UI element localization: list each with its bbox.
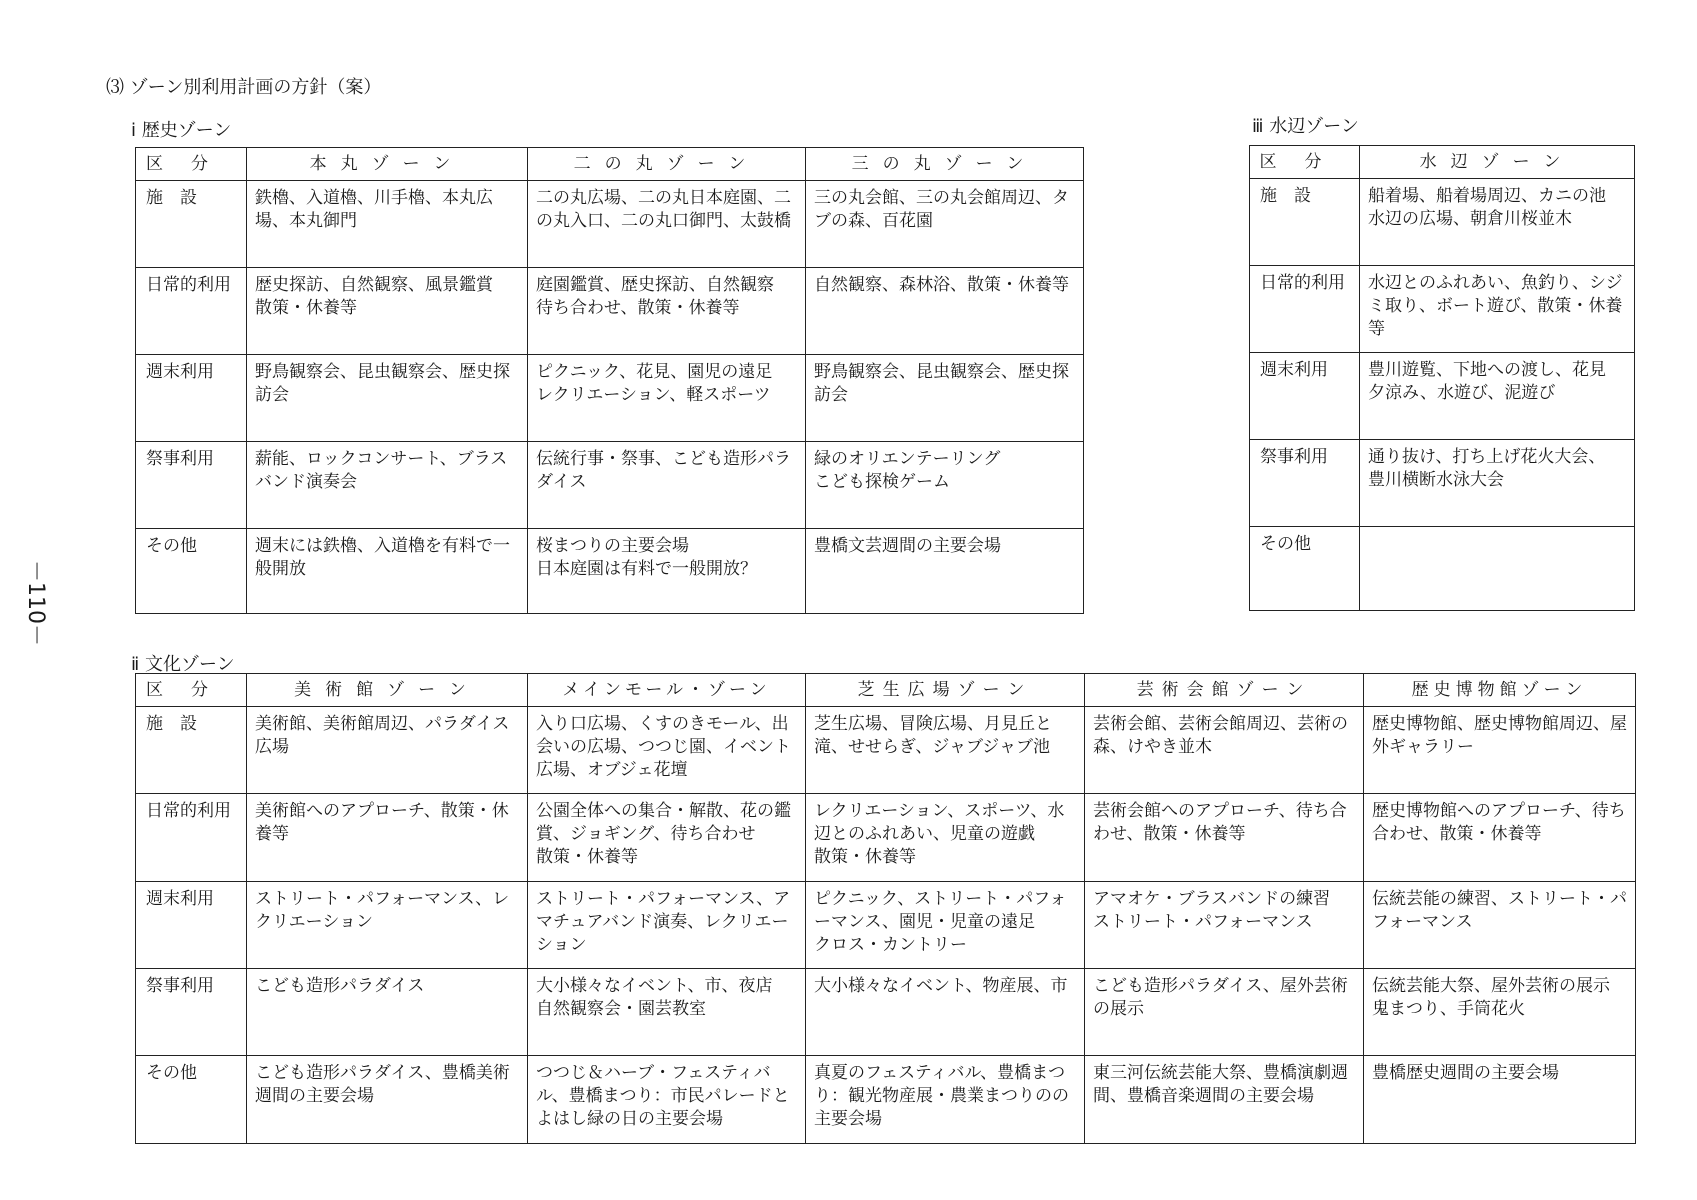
row-label: 日常的利用: [136, 268, 247, 355]
table-cell: 芸術会館、芸術会館周辺、芸術の森、けやき並木: [1085, 707, 1364, 794]
row-label: 日常的利用: [136, 794, 247, 882]
page-number: －110－: [23, 560, 48, 646]
table-cell: 船着場、船着場周辺、カニの池 水辺の広場、朝倉川桜並木: [1360, 179, 1635, 266]
table-cell: 芝生広場、冒険広場、月見丘と滝、せせらぎ、ジャブジャブ池: [806, 707, 1085, 794]
table-cell: ピクニック、ストリート・パフォーマンス、園児・児童の遠足 クロス・カントリー: [806, 882, 1085, 969]
table-cell: レクリエーション、スポーツ、水辺とのふれあい、児童の遊戯 散策・休養等: [806, 794, 1085, 882]
column-header: 区分: [1250, 146, 1360, 179]
table-header-row: [1250, 146, 1635, 179]
table-cell: 野鳥観察会、昆虫観察会、歴史探訪会: [806, 355, 1084, 442]
table-row: [136, 882, 1636, 969]
table-cell: 通り抜け、打ち上げ花火大会、 豊川横断水泳大会: [1360, 440, 1635, 527]
table-cell: 芸術会館へのアプローチ、待ち合わせ、散策・休養等: [1085, 794, 1364, 882]
column-header: 水辺ゾーン: [1360, 146, 1635, 179]
table-row: [136, 529, 1084, 614]
column-header: 二の丸ゾーン: [528, 148, 806, 181]
history-zone-heading: ⅰ 歴史ゾーン: [131, 120, 232, 141]
table-cell: 緑のオリエンテーリング こども探検ゲーム: [806, 442, 1084, 529]
table-cell: 桜まつりの主要会場 日本庭園は有料で一般開放？: [528, 529, 806, 614]
table-row: [1250, 353, 1635, 440]
row-label: 週末利用: [136, 355, 247, 442]
table-cell: 真夏のフェスティバル、豊橋まつり：観光物産展・農業まつりのの主要会場: [806, 1056, 1085, 1144]
column-header: 本丸ゾーン: [247, 148, 528, 181]
table-cell: 自然観察、森林浴、散策・休養等: [806, 268, 1084, 355]
row-label: その他: [136, 1056, 247, 1144]
row-label: 週末利用: [1250, 353, 1360, 440]
column-header: メインモール・ゾーン: [528, 674, 806, 707]
row-label: 祭事利用: [136, 969, 247, 1056]
table-cell: 豊橋歴史週間の主要会場: [1364, 1056, 1636, 1144]
table-cell: こども造形パラダイス、豊橋美術週間の主要会場: [247, 1056, 528, 1144]
table-cell: こども造形パラダイス、屋外芸術の展示: [1085, 969, 1364, 1056]
table-cell: ストリート・パフォーマンス、アマチュアバンド演奏、レクリエーション: [528, 882, 806, 969]
table-cell: 薪能、ロックコンサート、ブラスバンド演奏会: [247, 442, 528, 529]
table-row: [136, 969, 1636, 1056]
table-cell: 美術館へのアプローチ、散策・休養等: [247, 794, 528, 882]
table-cell: 美術館、美術館周辺、パラダイス広場: [247, 707, 528, 794]
table-cell: 大小様々なイベント、物産展、市: [806, 969, 1085, 1056]
table-cell: 三の丸会館、三の丸会館周辺、タブの森、百花園: [806, 181, 1084, 268]
table-cell: 大小様々なイベント、市、夜店 自然観察会・園芸教室: [528, 969, 806, 1056]
table-cell: 伝統芸能大祭、屋外芸術の展示 鬼まつり、手筒花火: [1364, 969, 1636, 1056]
table-cell: 週末には鉄櫓、入道櫓を有料で一般開放: [247, 529, 528, 614]
table-cell: 入り口広場、くすのきモール、出会いの広場、つつじ園、イベント広場、オブジェ花壇: [528, 707, 806, 794]
table-cell: 歴史博物館へのアプローチ、待ち合わせ、散策・休養等: [1364, 794, 1636, 882]
table-row: [136, 794, 1636, 882]
table-cell: ストリート・パフォーマンス、レクリエーション: [247, 882, 528, 969]
table-row: [136, 707, 1636, 794]
table-cell: 庭園鑑賞、歴史探訪、自然観察 待ち合わせ、散策・休養等: [528, 268, 806, 355]
row-label: 施 設: [136, 707, 247, 794]
row-label: その他: [1250, 527, 1360, 611]
column-header: 区分: [136, 674, 247, 707]
row-label: その他: [136, 529, 247, 614]
table-cell: こども造形パラダイス: [247, 969, 528, 1056]
table-cell: 豊川遊覧、下地への渡し、花見 夕涼み、水遊び、泥遊び: [1360, 353, 1635, 440]
row-label: 施 設: [1250, 179, 1360, 266]
table-cell: 歴史博物館、歴史博物館周辺、屋外ギャラリー: [1364, 707, 1636, 794]
column-header: 歴史博物館ゾーン: [1364, 674, 1636, 707]
table-row: [136, 355, 1084, 442]
table-cell: アマオケ・ブラスバンドの練習 ストリート・パフォーマンス: [1085, 882, 1364, 969]
row-label: 祭事利用: [1250, 440, 1360, 527]
table-cell: 二の丸広場、二の丸日本庭園、二の丸入口、二の丸口御門、太鼓橋: [528, 181, 806, 268]
table-row: [1250, 440, 1635, 527]
culture-zone-heading: ⅱ 文化ゾーン: [131, 654, 235, 675]
table-cell: 鉄櫓、入道櫓、川手櫓、本丸広場、本丸御門: [247, 181, 528, 268]
section-title: ⑶ ゾーン別利用計画の方針（案）: [106, 77, 382, 98]
row-label: 週末利用: [136, 882, 247, 969]
table-row: [1250, 266, 1635, 353]
row-label: 施 設: [136, 181, 247, 268]
row-label: 日常的利用: [1250, 266, 1360, 353]
table-cell: [1360, 527, 1635, 611]
waterside-zone-table: [1249, 145, 1635, 611]
table-row: [136, 268, 1084, 355]
table-cell: 公園全体への集合・解散、花の鑑賞、ジョギング、待ち合わせ 散策・休養等: [528, 794, 806, 882]
column-header: 芝生広場ゾーン: [806, 674, 1085, 707]
history-zone-table: [135, 147, 1084, 614]
table-cell: つつじ＆ハーブ・フェスティバル、豊橋まつり：市民パレードとよはし緑の日の主要会場: [528, 1056, 806, 1144]
table-row: [136, 181, 1084, 268]
waterside-zone-heading: ⅲ 水辺ゾーン: [1252, 116, 1359, 137]
table-cell: 水辺とのふれあい、魚釣り、シジミ取り、ボート遊び、散策・休養等: [1360, 266, 1635, 353]
table-cell: 伝統芸能の練習、ストリート・パフォーマンス: [1364, 882, 1636, 969]
table-row: [1250, 179, 1635, 266]
table-cell: 歴史探訪、自然観察、風景鑑賞 散策・休養等: [247, 268, 528, 355]
table-cell: ピクニック、花見、園児の遠足 レクリエーション、軽スポーツ: [528, 355, 806, 442]
table-header-row: [136, 674, 1636, 707]
table-row: [136, 1056, 1636, 1144]
column-header: 美術館ゾーン: [247, 674, 528, 707]
column-header: 芸術会館ゾーン: [1085, 674, 1364, 707]
table-cell: 豊橋文芸週間の主要会場: [806, 529, 1084, 614]
table-header-row: [136, 148, 1084, 181]
table-cell: 東三河伝統芸能大祭、豊橋演劇週間、豊橋音楽週間の主要会場: [1085, 1056, 1364, 1144]
column-header: 三の丸ゾーン: [806, 148, 1084, 181]
table-cell: 野鳥観察会、昆虫観察会、歴史探訪会: [247, 355, 528, 442]
row-label: 祭事利用: [136, 442, 247, 529]
table-row: [1250, 527, 1635, 611]
culture-zone-table: [135, 673, 1636, 1144]
table-row: [136, 442, 1084, 529]
table-cell: 伝統行事・祭事、こども造形パラダイス: [528, 442, 806, 529]
column-header: 区分: [136, 148, 247, 181]
